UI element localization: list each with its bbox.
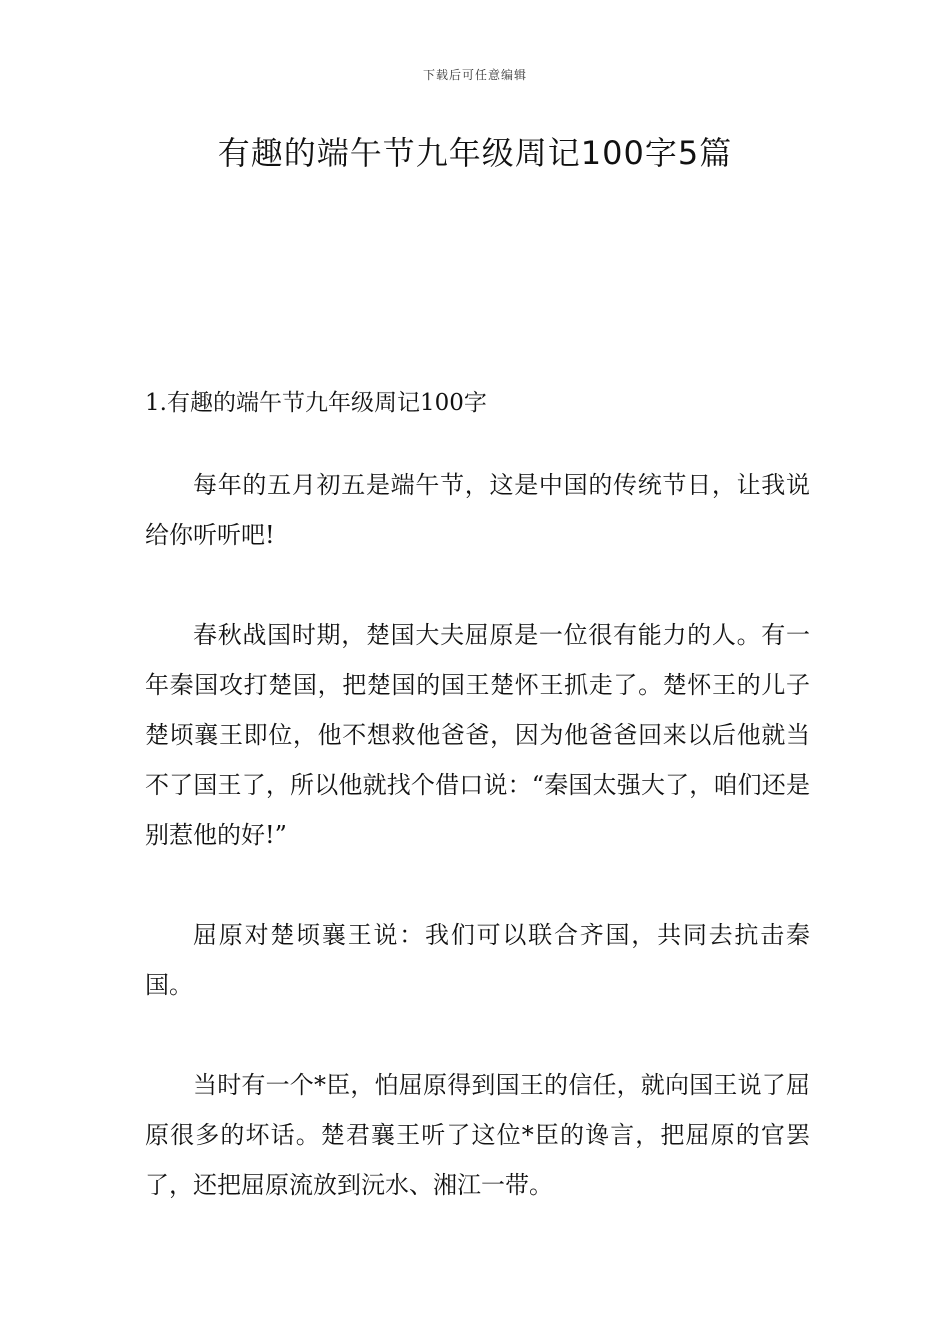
paragraph-2: 春秋战国时期，楚国大夫屈原是一位很有能力的人。有一年秦国攻打楚国，把楚国的国王楚怀王抓走了。楚怀王的儿子楚顷襄王即位，他不想救他爸爸，因为他爸爸回来以后他就当不了国王了，所以他就找个借口说：“秦国太强大了，咱们还是别惹他的好!” [145,621,810,849]
paragraph-4: 当时有一个*臣，怕屈原得到国王的信任，就向国王说了屈原很多的坏话。楚君襄王听了这位*臣的谗言，把屈原的官罢了，还把屈原流放到沅水、湘江一带。 [145,1071,810,1199]
section-heading: 1.有趣的端午节九年级周记100字 [145,390,487,416]
page-header-note: 下载后可任意编辑 [422,68,527,82]
document-body [145,378,810,1260]
paragraph-3: 屈原对楚顷襄王说：我们可以联合齐国，共同去抗击秦国。 [145,921,810,999]
paragraph-1: 每年的五月初五是端午节，这是中国的传统节日，让我说给你听听吧! [145,471,810,549]
document-title: 有趣的端午节九年级周记100字5篇 [217,134,733,172]
